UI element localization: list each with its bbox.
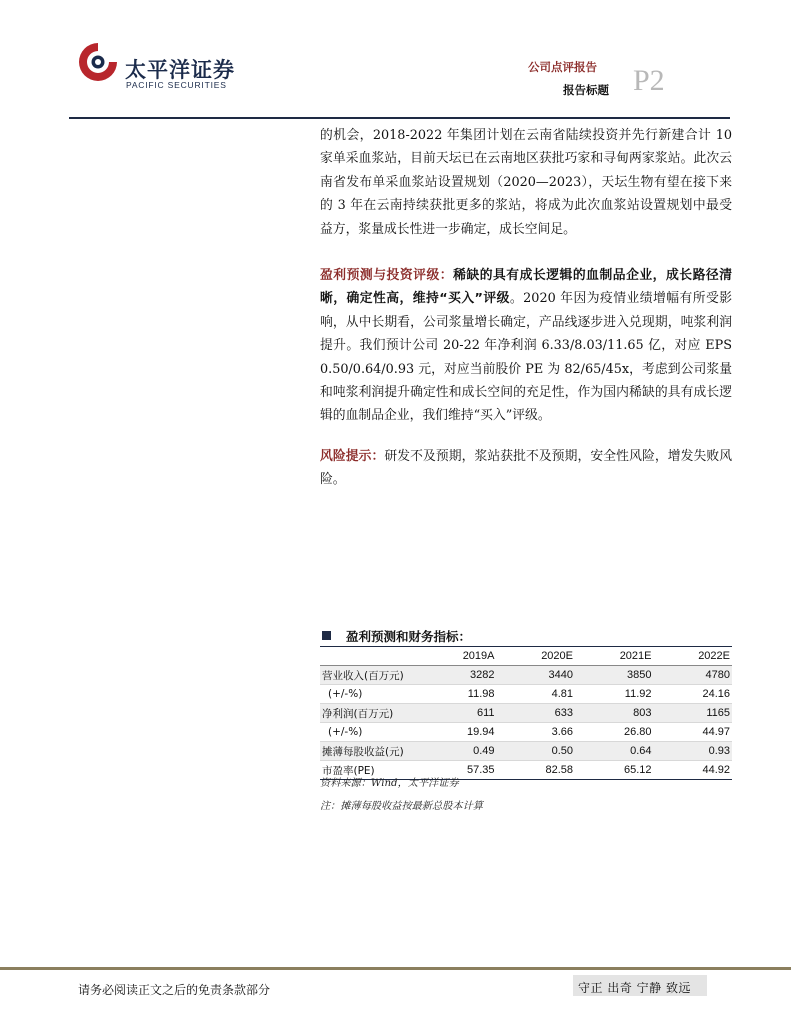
table-cell: 3282	[418, 666, 497, 685]
row-label: (+/-%)	[320, 685, 418, 704]
risk-detail: 研发不及预期，浆站获批不及预期，安全性风险，增发失败风险。	[320, 449, 733, 488]
table-header-cell: 2020E	[497, 647, 576, 666]
footer-motto: 守正 出奇 宁静 致远	[578, 981, 691, 995]
table-cell: 19.94	[418, 723, 497, 742]
table-cell: 57.35	[418, 761, 497, 780]
footer-divider	[0, 967, 791, 970]
table-row	[320, 723, 732, 742]
table-cell: 26.80	[575, 723, 654, 742]
table-cell: 4.81	[497, 685, 576, 704]
table-cell: 24.16	[654, 685, 733, 704]
table-row	[320, 704, 732, 723]
table-cell: 44.97	[654, 723, 733, 742]
table-cell: 0.93	[654, 742, 733, 761]
table-cell: 1165	[654, 704, 733, 723]
table-cell: 633	[497, 704, 576, 723]
row-label: 净利润(百万元)	[320, 704, 418, 723]
forecast-summary: 稀缺的具有成长逻辑的血制品企业，成长路径清晰，确定性高，维持“买入”评级	[320, 268, 733, 307]
table-cell: 82.58	[497, 761, 576, 780]
table-header-cell: 2019A	[418, 647, 497, 666]
forecast-heading: 盈利预测与投资评级：	[320, 268, 454, 283]
table-cell: 3440	[497, 666, 576, 685]
body-paragraph-1: 的机会，2018-2022 年集团计划在云南省陆续投资并先行新建合计 10 家单采血浆站，目前天坛已在云南地区获批巧家和寻甸两家浆站。此次云南省发布单采血浆站设置规划（2020—2023），天坛生物有望在接下来的 3 年在云南持续获批更多的浆站，将成为此次血浆站设置规划中最受益方，浆量成长性进一步确定，成长空间足。	[320, 128, 732, 237]
table-header-cell	[320, 647, 418, 666]
table-header-cell: 2022E	[654, 647, 733, 666]
table-cell: 11.92	[575, 685, 654, 704]
row-label: 摊薄每股收益(元)	[320, 742, 418, 761]
table-title: 盈利预测和财务指标：	[346, 629, 472, 644]
table-row	[320, 666, 732, 685]
table-title-bar	[320, 627, 732, 644]
forecast-detail: 。2020 年因为疫情业绩增幅有所受影响，从中长期看，公司浆量增长确定，产品线逐步进入兑现期，吨浆利润提升。我们预计公司 20-22 年净利润 6.33/8.03/11.65 亿，对应 EPS 0.50/0.64/0.93 元，对应当前股价 PE 为 82/65/45x，考虑到公司浆量和吨浆利润提升确定性和成长空间的充足性，作为国内稀缺的具有成长逻辑的血制品企业，我们维持“买入”评级。	[320, 291, 732, 424]
row-label: 市盈率(PE)	[320, 761, 418, 780]
table-cell: 0.50	[497, 742, 576, 761]
body-paragraph-forecast	[320, 264, 732, 428]
square-bullet-icon	[322, 631, 331, 640]
table-cell: 44.92	[654, 761, 733, 780]
table-footnote: 注：摊薄每股收益按最新总股本计算	[320, 801, 483, 812]
body-paragraph-risk	[320, 445, 732, 492]
report-type: 公司点评报告	[528, 60, 597, 74]
page-number: P2	[633, 64, 665, 97]
brand-name-en: PACIFIC SECURITIES	[126, 80, 227, 90]
table-cell: 3850	[575, 666, 654, 685]
brand-logo-icon	[76, 40, 120, 84]
financial-table	[320, 647, 732, 780]
risk-heading: 风险提示：	[320, 449, 385, 464]
table-source: 资料来源：Wind，太平洋证券	[320, 778, 459, 789]
row-label: 营业收入(百万元)	[320, 666, 418, 685]
row-label: (+/-%)	[320, 723, 418, 742]
table-cell: 0.64	[575, 742, 654, 761]
table-cell: 0.49	[418, 742, 497, 761]
table-row	[320, 685, 732, 704]
table-cell: 4780	[654, 666, 733, 685]
report-title: 报告标题	[563, 83, 609, 97]
table-cell: 11.98	[418, 685, 497, 704]
header-divider	[69, 117, 730, 119]
table-cell: 65.12	[575, 761, 654, 780]
table-header-cell: 2021E	[575, 647, 654, 666]
table-row	[320, 742, 732, 761]
table-cell: 3.66	[497, 723, 576, 742]
table-cell: 611	[418, 704, 497, 723]
footer-disclaimer: 请务必阅读正文之后的免责条款部分	[78, 983, 271, 997]
table-cell: 803	[575, 704, 654, 723]
brand-name-cn: 太平洋证券	[125, 58, 235, 82]
table-header-row	[320, 647, 732, 666]
